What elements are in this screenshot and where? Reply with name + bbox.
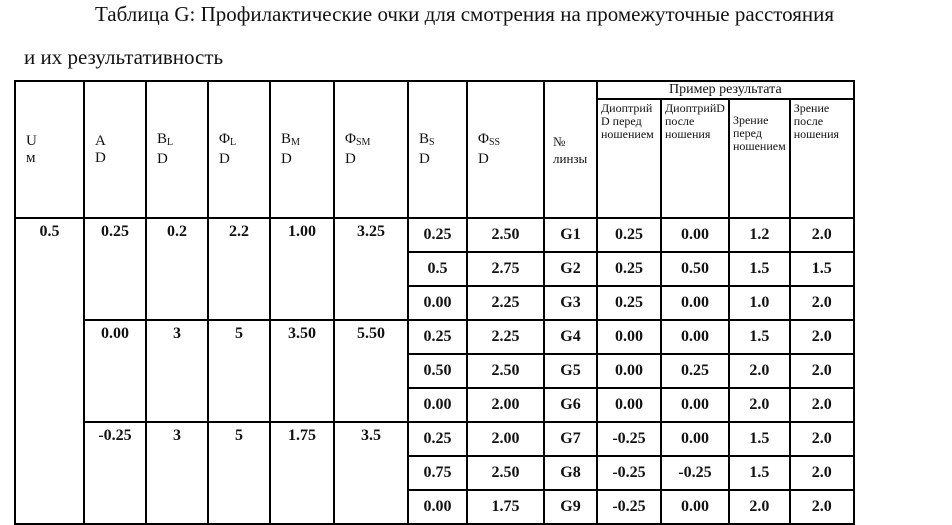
- phiss-cell: 2.25: [467, 286, 544, 320]
- group-bm-cell: 1.75: [270, 422, 334, 524]
- group-bl-cell: 3: [146, 422, 208, 524]
- group-a-cell: 0.00: [84, 320, 146, 422]
- table-row: [15, 422, 854, 456]
- group-bm-cell: 1.00: [270, 218, 334, 320]
- diopter-after-cell: 0.00: [661, 218, 729, 252]
- bs-cell: 0.25: [408, 422, 467, 456]
- diopter-before-cell: 0.00: [597, 388, 661, 422]
- group-a-cell: -0.25: [84, 422, 146, 524]
- vision-after-cell: 2.0: [790, 320, 854, 354]
- bs-cell: 0.75: [408, 456, 467, 490]
- caption-line-2: и их результативность: [24, 45, 224, 69]
- lens-cell: G5: [544, 354, 597, 388]
- group-bl-cell: 0.2: [146, 218, 208, 320]
- vision-before-cell: 1.5: [729, 422, 790, 456]
- header-phism: $\Phi_{SM}$ D: [334, 81, 408, 218]
- lens-cell: G2: [544, 252, 597, 286]
- diopter-after-cell: 0.50: [661, 252, 729, 286]
- phiss-cell: 2.00: [467, 388, 544, 422]
- diopter-before-cell: 0.00: [597, 320, 661, 354]
- bs-cell: 0.00: [408, 388, 467, 422]
- header-bm: $B_M$ D: [270, 81, 334, 218]
- group-bm-cell: 3.50: [270, 320, 334, 422]
- lens-cell: G3: [544, 286, 597, 320]
- phiss-cell: 2.50: [467, 354, 544, 388]
- group-phism-cell: 5.50: [334, 320, 408, 422]
- vision-after-cell: 2.0: [790, 388, 854, 422]
- bs-cell: 0.5: [408, 252, 467, 286]
- diopter-after-cell: 0.25: [661, 354, 729, 388]
- table-row: [15, 320, 854, 354]
- phiss-cell: 2.50: [467, 218, 544, 252]
- header-phiss: $\Phi_{SS}$ D: [467, 81, 544, 218]
- bs-cell: 0.50: [408, 354, 467, 388]
- u-value-cell: 0.5: [15, 218, 84, 524]
- lens-cell: G4: [544, 320, 597, 354]
- header-u: U м: [15, 81, 84, 218]
- vision-before-cell: 1.5: [729, 252, 790, 286]
- vision-after-cell: 1.5: [790, 252, 854, 286]
- bs-cell: 0.25: [408, 320, 467, 354]
- group-phil-cell: 5: [208, 422, 270, 524]
- vision-before-cell: 1.5: [729, 320, 790, 354]
- bs-cell: 0.00: [408, 490, 467, 524]
- group-phism-cell: 3.25: [334, 218, 408, 320]
- diopter-before-cell: -0.25: [597, 422, 661, 456]
- group-bl-cell: 3: [146, 320, 208, 422]
- vision-before-cell: 1.5: [729, 456, 790, 490]
- vision-after-cell: 2.0: [790, 218, 854, 252]
- diopter-before-cell: -0.25: [597, 490, 661, 524]
- diopter-after-cell: 0.00: [661, 422, 729, 456]
- vision-before-cell: 1.2: [729, 218, 790, 252]
- phiss-cell: 2.50: [467, 456, 544, 490]
- group-a-cell: 0.25: [84, 218, 146, 320]
- phiss-cell: 2.00: [467, 422, 544, 456]
- vision-after-cell: 2.0: [790, 422, 854, 456]
- vision-before-cell: 2.0: [729, 388, 790, 422]
- header-diopter-before: Диоптрий D перед ношением: [597, 99, 661, 218]
- diopter-before-cell: 0.00: [597, 354, 661, 388]
- header-bl: $B_L$ D: [146, 81, 208, 218]
- diopter-before-cell: 0.25: [597, 286, 661, 320]
- header-a: A D: [84, 81, 146, 218]
- vision-before-cell: 2.0: [729, 354, 790, 388]
- header-diopter-after: ДиоптрийD после ношения: [661, 99, 729, 218]
- diopter-before-cell: -0.25: [597, 456, 661, 490]
- group-phism-cell: 3.5: [334, 422, 408, 524]
- vision-after-cell: 2.0: [790, 354, 854, 388]
- diopter-after-cell: 0.00: [661, 388, 729, 422]
- lens-cell: G7: [544, 422, 597, 456]
- caption-line-1: Таблица G: Профилактические очки для смотрения на промежуточные расстояния: [95, 2, 835, 26]
- diopter-after-cell: 0.00: [661, 320, 729, 354]
- header-bs: $B_S$ D: [408, 81, 467, 218]
- bs-cell: 0.25: [408, 218, 467, 252]
- lens-cell: G9: [544, 490, 597, 524]
- vision-after-cell: 2.0: [790, 490, 854, 524]
- header-vision-before: Зрение перед ношением: [729, 99, 790, 218]
- group-phil-cell: 5: [208, 320, 270, 422]
- header-lens-number: № линзы: [544, 81, 597, 218]
- diopter-after-cell: 0.00: [661, 286, 729, 320]
- lens-cell: G6: [544, 388, 597, 422]
- phiss-cell: 2.25: [467, 320, 544, 354]
- vision-after-cell: 2.0: [790, 286, 854, 320]
- vision-after-cell: 2.0: [790, 456, 854, 490]
- vision-before-cell: 2.0: [729, 490, 790, 524]
- header-phil: $\Phi_L$ D: [208, 81, 270, 218]
- header-example-group: Пример результата: [597, 81, 854, 99]
- lens-cell: G8: [544, 456, 597, 490]
- bs-cell: 0.00: [408, 286, 467, 320]
- phiss-cell: 1.75: [467, 490, 544, 524]
- diopter-before-cell: 0.25: [597, 252, 661, 286]
- phiss-cell: 2.75: [467, 252, 544, 286]
- diopter-after-cell: -0.25: [661, 456, 729, 490]
- header-vision-after: Зрение после ношения: [790, 99, 854, 218]
- group-phil-cell: 2.2: [208, 218, 270, 320]
- lens-cell: G1: [544, 218, 597, 252]
- diopter-before-cell: 0.25: [597, 218, 661, 252]
- table-row: [15, 218, 854, 252]
- results-table: [14, 80, 855, 525]
- vision-before-cell: 1.0: [729, 286, 790, 320]
- diopter-after-cell: 0.00: [661, 490, 729, 524]
